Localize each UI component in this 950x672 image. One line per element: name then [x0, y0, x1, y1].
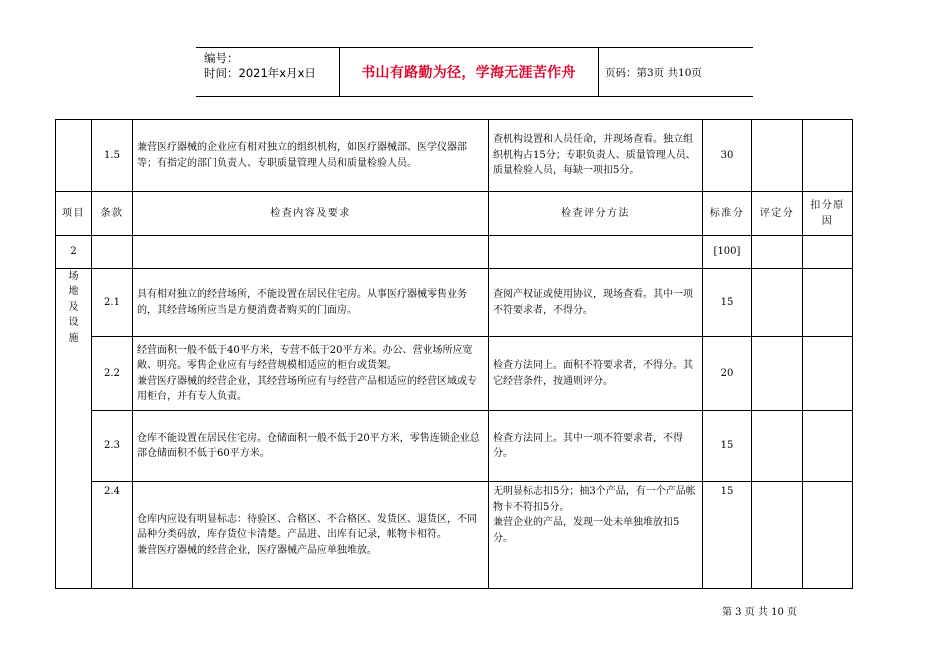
header-standard: 标准分	[703, 192, 752, 235]
clause-cell: 2.2	[92, 337, 133, 410]
section-title-char: 设	[68, 317, 79, 329]
content-cell	[133, 235, 489, 268]
method-cell: 检查方法同上。面积不符要求者，不得分。其它经营条件，按通则评分。	[489, 337, 703, 410]
method-cell: 查阅产权证或使用协议，现场查看。其中一项不符要求者，不得分。	[489, 268, 703, 336]
document-date-label: 时间：2021年x月x日	[204, 66, 316, 80]
header-motto-cell	[339, 48, 599, 96]
content-cell	[133, 337, 489, 410]
method-paragraph: 无明显标志扣5分；抽3个产品，有一个产品帐物卡不符扣5分。	[493, 486, 696, 513]
reason-cell	[803, 120, 853, 192]
document-number-label: 编号：	[204, 51, 239, 65]
section-total-score: [100]	[703, 235, 752, 268]
standard-score-cell: 15	[703, 268, 752, 336]
item-cell	[56, 120, 92, 192]
table-row	[56, 120, 853, 192]
standard-score-cell: 20	[703, 337, 752, 410]
header-clause: 条款	[92, 192, 133, 235]
content-cell: 仓库不能设置在居民住宅房。仓储面积一般不低于20平方米，零售连锁企业总部仓储面积不低于60平方米。	[133, 410, 489, 481]
method-cell: 检查方法同上。其中一项不符要求者，不得分。	[489, 410, 703, 481]
footer-page-number: 第 3 页 共 10 页	[722, 607, 797, 618]
table-header-row	[56, 192, 853, 235]
reason-cell	[803, 482, 853, 589]
rating-cell	[752, 337, 803, 410]
reason-cell	[803, 337, 853, 410]
header-content: 检查内容及要求	[133, 192, 489, 235]
reason-cell	[803, 235, 853, 268]
content-paragraph: 兼营医疗器械的经营企业，医疗器械产品应单独堆放。	[137, 544, 377, 556]
section-title-char: 施	[68, 332, 79, 344]
section-title-char: 地	[68, 286, 79, 298]
clause-cell: 1.5	[92, 120, 133, 192]
clause-cell	[92, 235, 133, 268]
header-reason: 扣分原因	[803, 192, 853, 235]
header-meta-cell	[196, 48, 340, 96]
standard-score-cell: 15	[703, 410, 752, 481]
rating-cell	[752, 235, 803, 268]
content-paragraph: 兼营医疗器械的经营企业，其经营场所应有与经营产品相适应的经营区域或专用柜台，并有专人负责。	[137, 375, 477, 403]
clause-cell: 2.4	[92, 482, 133, 589]
reason-cell	[803, 268, 853, 336]
reason-cell	[803, 410, 853, 481]
content-cell	[133, 482, 489, 589]
header-page-number: 页码：第3页 共10页	[605, 66, 702, 79]
table-row	[56, 482, 853, 589]
content-cell: 兼营医疗器械的企业应有相对独立的组织机构，如医疗器械部、医学仪器部等；有指定的部门负责人、专职质量管理人员和质量检验人员。	[133, 120, 489, 192]
method-cell	[489, 235, 703, 268]
standard-score-cell: 15	[703, 482, 752, 589]
section-row	[56, 235, 853, 268]
header-page-cell	[599, 48, 753, 96]
table-row	[56, 410, 853, 481]
content-paragraph: 仓库内应设有明显标志：待验区、合格区、不合格区、发货区、退货区，不同品种分类码放，库存货位卡清楚。产品进、出库有记录，帐物卡相符。	[137, 513, 477, 541]
rating-cell	[752, 410, 803, 481]
table-row	[56, 337, 853, 410]
page-header	[196, 47, 753, 97]
header-method: 检查评分方法	[489, 192, 703, 235]
inspection-table	[55, 119, 853, 589]
rating-cell	[752, 120, 803, 192]
section-number: 2	[56, 235, 92, 268]
content-cell: 具有相对独立的经营场所，不能设置在居民住宅房。从事医疗器械零售业务的，其经营场所应当是方便消费者购买的门面房。	[133, 268, 489, 336]
method-cell: 查机构设置和人员任命，并现场查看。独立组织机构占15分；专职负责人、质量管理人员、质量检验人员，每缺一项扣5分。	[489, 120, 703, 192]
method-cell	[489, 482, 703, 589]
clause-cell: 2.3	[92, 410, 133, 481]
standard-score-cell: 30	[703, 120, 752, 192]
rating-cell	[752, 482, 803, 589]
table-row	[56, 268, 853, 336]
section-title-char: 及	[68, 301, 79, 313]
header-item: 项目	[56, 192, 92, 235]
header-rating: 评定分	[752, 192, 803, 235]
section-title-char: 场	[68, 270, 79, 282]
method-paragraph: 兼营企业的产品，发现一处未单独堆放扣5分。	[493, 517, 680, 544]
header-motto: 书山有路勤为径，学海无涯苦作舟	[361, 65, 576, 81]
clause-cell: 2.1	[92, 268, 133, 336]
section-title-vertical	[56, 268, 92, 588]
rating-cell	[752, 268, 803, 336]
content-paragraph: 经营面积一般不低于40平方米，专营不低于20平方米。办公、营业场所应宽敞、明亮。零售企业应有与经营规模相适应的柜台或货架。	[137, 344, 473, 372]
